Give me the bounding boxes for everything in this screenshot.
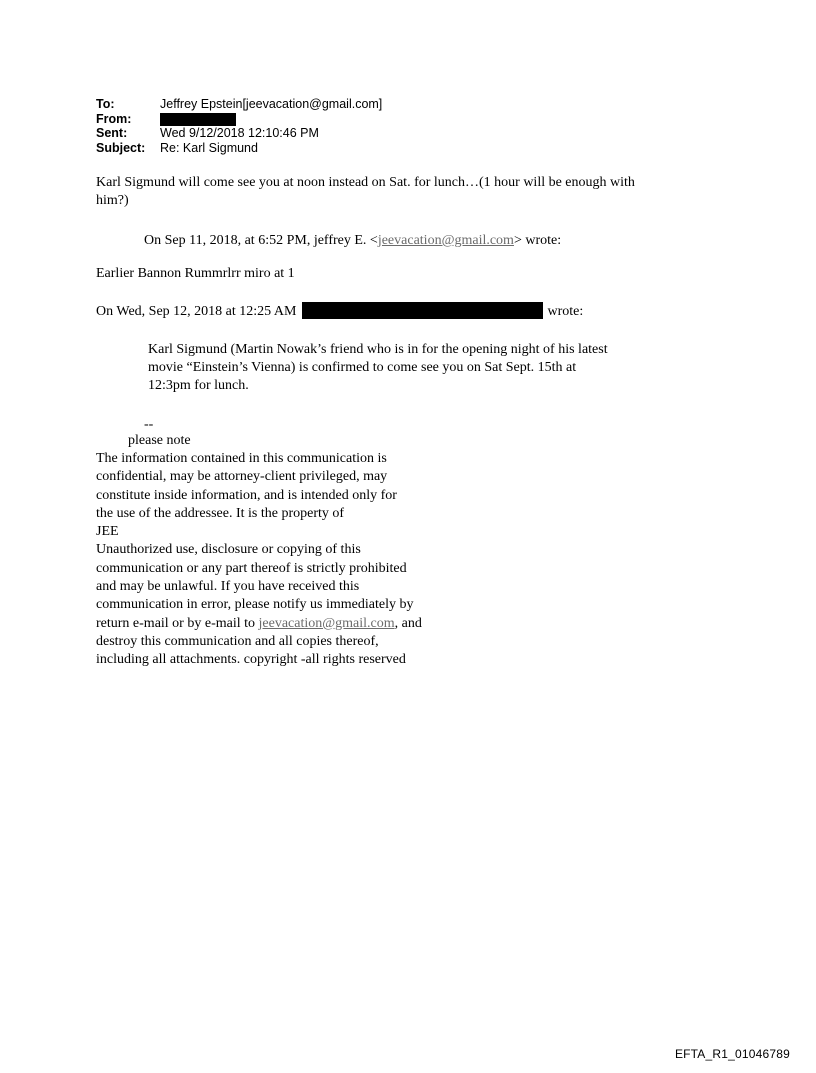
quote-header-suffix: > wrote: [513,233,562,248]
disclaimer-line: constitute inside information, and is intended only for [96,487,397,503]
email-link[interactable]: jeevacation@gmail.com [377,233,514,248]
please-note: please note [128,433,191,448]
disclaimer-text: return e-mail or by e-mail to [96,615,259,631]
from-value [160,112,236,127]
quote-header-2 [96,302,583,321]
quote-header-suffix: wrote: [547,304,584,319]
message-line: him?) [96,193,129,208]
disclaimer-line: including all attachments. copyright -all rights reserved [96,652,406,668]
quoted-line: movie “Einstein’s Vienna) is confirmed to come see you on Sat Sept. 15th at [148,360,577,375]
quoted-message [148,341,688,395]
from-label: From: [96,111,132,126]
to-row [96,97,382,112]
redaction-box [160,113,236,126]
disclaimer-line: confidential, may be attorney-client privileged, may [96,469,388,485]
disclaimer [96,450,422,670]
to-value: Jeffrey Epstein[jeevacation@gmail.com] [160,97,383,111]
disclaimer-line: Unauthorized use, disclosure or copying of this [96,542,361,558]
disclaimer-line: JEE [96,524,119,540]
subject-label: Subject: [96,140,146,155]
disclaimer-line: communication or any part thereof is strictly prohibited [96,560,407,576]
quote-header-1 [144,232,561,250]
message-line: Karl Sigmund will come see you at noon instead on Sat. for lunch…(1 hour will be enough with [96,175,635,190]
disclaimer-line: and may be unlawful. If you have received this [96,579,360,595]
from-row [96,112,382,127]
email-header [96,97,382,155]
disclaimer-text: , and [394,615,422,631]
to-label: To: [96,97,115,111]
signature-separator: -- [144,417,154,432]
quote-header-prefix: On Wed, Sep 12, 2018 at 12:25 AM [96,304,297,319]
sent-value: Wed 9/12/2018 12:10:46 PM [160,126,319,140]
redaction-box [302,302,543,319]
email-link[interactable]: jeevacation@gmail.com [258,615,395,631]
sent-label: Sent: [96,126,128,140]
document-id: EFTA_R1_01046789 [674,1047,790,1061]
subject-row [96,141,382,156]
disclaimer-line [96,615,422,633]
disclaimer-line: the use of the addressee. It is the property of [96,505,345,521]
message-paragraph [96,174,635,210]
quoted-line: Karl Sigmund (Martin Nowak’s friend who is in for the opening night of his latest [148,342,608,357]
subject-value: Re: Karl Sigmund [160,140,258,155]
quote-header-prefix: On Sep 11, 2018, at 6:52 PM, jeffrey E. < [144,233,378,248]
disclaimer-line: The information contained in this communication is [96,451,387,466]
disclaimer-line: communication in error, please notify us immediately by [96,597,414,613]
sent-row [96,126,382,141]
disclaimer-line: destroy this communication and all copies thereof, [96,633,379,649]
quoted-line: 12:3pm for lunch. [148,378,249,393]
quoted-reply: Earlier Bannon Rummrlrr miro at 1 [96,266,295,281]
